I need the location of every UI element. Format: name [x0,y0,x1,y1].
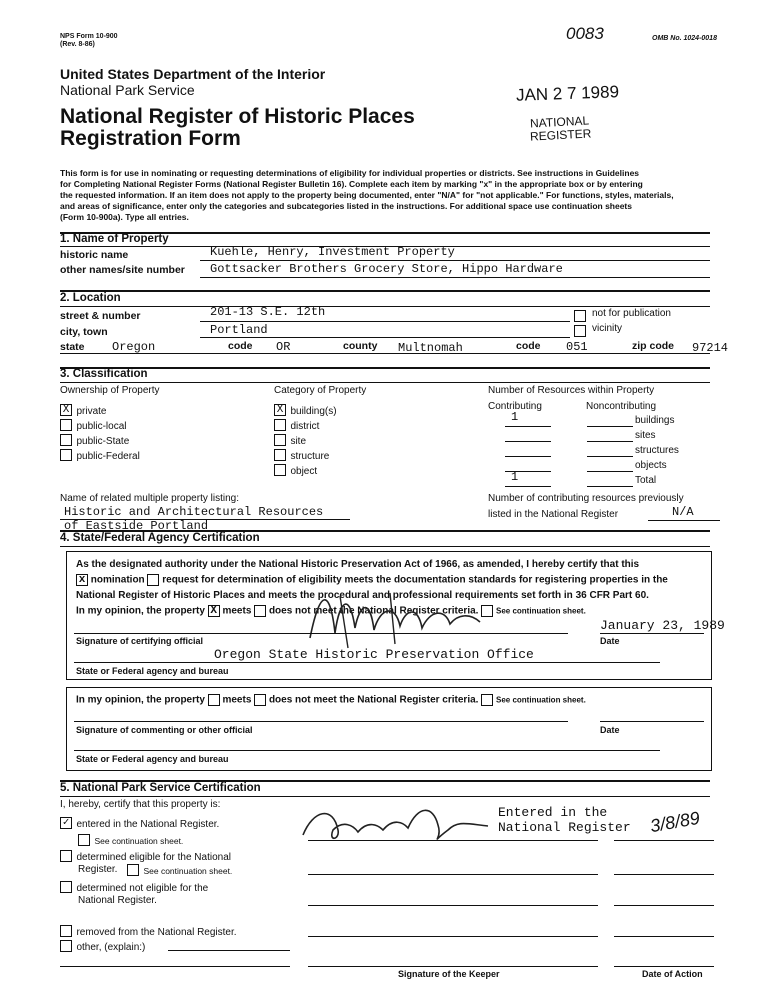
certify-statement: I, hereby, certify that this property is: [60,799,221,810]
county-label: county [343,340,378,352]
nomination-label: nomination [90,574,145,586]
nomination-checkbox[interactable]: x [76,574,88,586]
signature-line [308,936,598,937]
previously-listed-label-1: Number of contributing resources previously [488,493,684,504]
department-name: United States Department of the Interior [60,66,326,82]
certification-paragraph-3: National Register of Historic Places and meets the procedural and professional requirements set forth in 36 CFR Part 60. [76,590,649,601]
divider [60,367,710,369]
resource-row: structures [505,444,705,459]
state-code-label: code [228,340,253,352]
category-option[interactable]: structure [274,446,337,461]
street-value[interactable]: 201-13 S.E. 12th [210,305,326,319]
instructions-line: This form is for use in nominating or requesting determinations of eligibility for individual properties or districts. See instructions in Guidelines [60,168,640,178]
instructions [60,168,720,223]
agency-label-2: State or Federal agency and bureau [76,754,229,764]
historic-name-value[interactable]: Kuehle, Henry, Investment Property [210,245,455,259]
date-line [614,874,714,875]
previously-listed-value[interactable]: N/A [672,505,694,519]
not-for-publication-label: not for publication [592,308,671,319]
previously-listed-label-2: listed in the National Register [488,509,619,520]
signature-line [74,721,568,722]
determined-eligible-option[interactable]: determined eligible for the National [60,847,231,865]
signature-line [308,840,598,841]
resource-rows [505,410,705,489]
agency-line [74,750,660,751]
certification-paragraph-1: As the designated authority under the National Historic Preservation Act of 1966, as amended, I hereby certify that this [76,559,640,570]
county-value[interactable]: Multnomah [398,341,463,355]
stamp-line-2: REGISTER [529,126,592,144]
date-line [600,721,704,722]
agency-line [74,662,660,663]
agency-label: State or Federal agency and bureau [76,666,229,676]
omb-number: OMB No. 1024-0018 [652,35,717,42]
date-line [614,936,714,937]
date-line [614,905,714,906]
action-date-handwritten: 3/8/89 [648,807,702,837]
state-label: state [60,341,85,353]
date-line [600,633,704,634]
determined-not-eligible-label-2: National Register. [78,895,157,906]
resource-row: 1 buildings [505,414,705,429]
service-name: National Park Service [60,82,195,98]
field-line [200,260,710,261]
ownership-option[interactable]: public-local [60,416,140,431]
ownership-option[interactable]: public-Federal [60,446,140,461]
handwritten-number: 0083 [566,24,604,43]
field-line [200,321,570,322]
request-checkbox[interactable] [147,574,159,586]
section-3-heading: 3. Classification [60,368,148,380]
divider [60,382,710,383]
county-code-label: code [516,340,541,352]
vicinity-checkbox[interactable] [574,322,586,340]
historic-name-label: historic name [60,249,129,261]
removed-option[interactable]: removed from the National Register. [60,922,237,940]
section-5-heading: 5. National Park Service Certification [60,782,261,794]
ownership-options [60,401,140,461]
signature-line [308,874,598,875]
request-label: request for determination of eligibility meets the documentation standards for registering properties in the [162,574,668,586]
category-option[interactable]: X building(s) [274,401,337,416]
resource-row: objects [505,459,705,474]
instructions-line: (Form 10-900a). Type all entries. [60,212,189,222]
entered-stamp-1: Entered in the [498,805,608,820]
form-title-1: National Register of Historic Places [60,105,415,128]
category-option[interactable]: site [274,431,337,446]
state-value[interactable]: Oregon [112,340,156,354]
other-names-value[interactable]: Gottsacker Brothers Grocery Store, Hippo Hardware [210,262,563,276]
does-not-meet-checkbox[interactable] [254,605,266,617]
instructions-line: the requested information. If an item does not apply to the property being documented, enter "N/A" for "not applicable." For functions, styles, materials, [60,190,674,200]
form-revision: (Rev. 8-86) [60,41,95,48]
multiple-property-label: Name of related multiple property listing: [60,493,239,504]
divider [60,290,710,292]
received-stamp-date: JAN 2 7 1989 [515,82,620,105]
form-title-2: Registration Form [60,127,241,150]
ownership-heading: Ownership of Property [60,385,160,396]
zip-value[interactable]: 97214 [692,341,729,355]
date-line [614,840,714,841]
state-code-value[interactable]: OR [276,340,291,354]
multiple-property-value-2[interactable]: of Eastside Portland [64,519,209,530]
date-of-action-label: Date of Action [642,969,703,979]
multiple-property-value-1[interactable]: Historic and Architectural Resources [64,505,324,519]
section-1-heading: 1. Name of Property [60,233,169,245]
determined-not-eligible-option[interactable]: determined not eligible for the [60,878,208,896]
divider [60,796,710,797]
instructions-line: and areas of significance, enter only the categories and subcategories listed in the instructions. For additional space use continuation sheets [60,201,632,211]
resource-row: 1 Total [505,474,705,489]
city-value[interactable]: Portland [210,323,268,337]
field-line [200,337,570,338]
field-line [200,277,710,278]
form-number: NPS Form 10-900 [60,33,118,40]
keeper-signature-line [308,966,598,967]
certification-date-value[interactable]: January 23, 1989 [600,618,725,633]
signature-line [74,633,568,634]
category-option[interactable]: object [274,461,337,476]
continuation-checkbox-2[interactable] [481,694,493,706]
divider [60,306,710,307]
other-option[interactable]: other, (explain:) [60,937,145,955]
section-2-heading: 2. Location [60,292,121,304]
ownership-option[interactable]: public-State [60,431,140,446]
stamp-line-1: NATIONAL [529,113,590,131]
field-line [648,520,720,521]
meets-checkbox[interactable]: X [208,605,220,617]
keeper-signature-label: Signature of the Keeper [398,969,500,979]
official-signature [300,578,490,658]
signature-line [308,905,598,906]
instructions-line: for Completing National Register Forms (National Register Bulletin 16). Complete each item by marking "x" in the appropriate box or by entering [60,179,643,189]
other-names-label: other names/site number [60,264,185,276]
signature-official-label: Signature of certifying official [76,636,204,646]
county-code-value[interactable]: 051 [566,340,588,354]
does-not-meet-checkbox-2[interactable] [254,694,266,706]
entered-stamp-2: National Register [498,820,631,835]
city-label: city, town [60,326,108,338]
certification-opinion: In my opinion, the property X meets does not meet the National Register criteria. See continuation sheet. [76,605,586,617]
meets-checkbox-2[interactable] [208,694,220,706]
resource-row: sites [505,429,705,444]
vicinity-label: vicinity [592,323,623,334]
resources-heading: Number of Resources within Property [488,385,655,396]
category-option[interactable]: district [274,416,337,431]
field-line [60,966,290,967]
entered-option[interactable]: ✓ entered in the National Register. [60,814,219,832]
divider [60,546,710,547]
category-options [274,401,337,476]
zip-label: zip code [632,340,675,352]
agency-value[interactable]: Oregon State Historic Preservation Office [214,647,534,662]
commenting-opinion: In my opinion, the property meets does not meet the National Register criteria. See continuation sheet. [76,694,586,706]
keeper-signature [298,800,498,850]
determined-eligible-label-2: Register. [78,864,118,875]
signature-commenting-label: Signature of commenting or other official [76,725,253,735]
contributing-label: Contributing [488,401,542,412]
noncontributing-label: Noncontributing [586,401,657,412]
ownership-option[interactable]: X private [60,401,140,416]
field-line [168,950,290,951]
date-label: Date [600,636,620,646]
action-date-line [614,966,714,967]
category-heading: Category of Property [274,385,367,396]
continuation-option-a[interactable]: See continuation sheet. [78,831,183,849]
street-label: street & number [60,310,141,322]
date-label-2: Date [600,725,620,735]
section-4-heading: 4. State/Federal Agency Certification [60,532,260,544]
continuation-option-b[interactable]: See continuation sheet. [127,861,232,879]
field-line [60,353,710,354]
